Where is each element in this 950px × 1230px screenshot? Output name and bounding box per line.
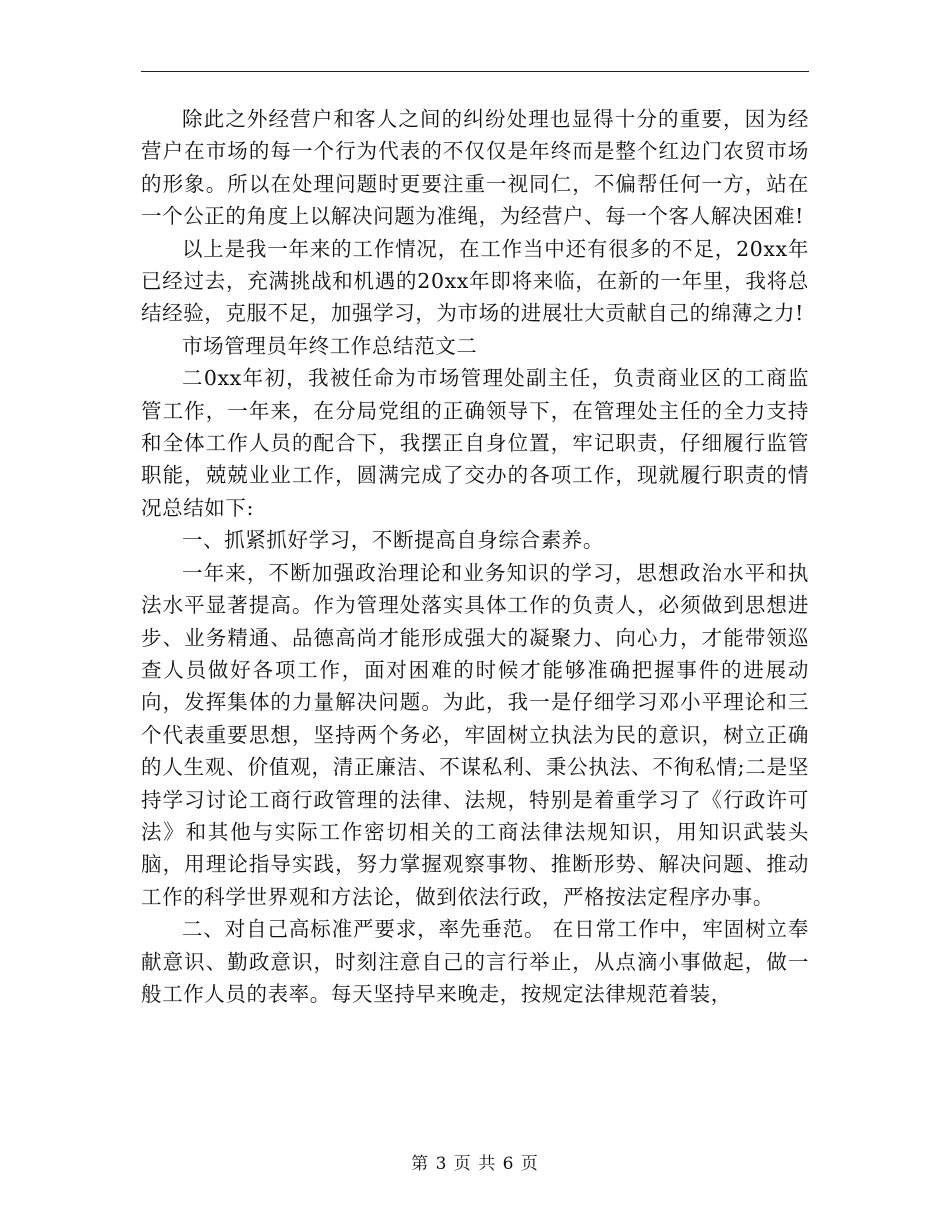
paragraph-self-discipline: 二、对自己高标准严要求，率先垂范。 在日常工作中，牢固树立奉献意识、勤政意识，时刻注意自己的言行举止，从点滴小事做起，做一般工作人员的表率。每天坚持早来晚走，按规定法律规范着装， [141, 917, 809, 1006]
paragraph-dispute-handling: 除此之外经营户和客人之间的纠纷处理也显得十分的重要，因为经营户在市场的每一个行为代表的不仅仅是年终而是整个红边门农贸市场的形象。所以在处理问题时更要注重一视同仁，不偏帮任何一方，站在一个公正的角度上以解决问题为准绳，为经营户、每一个客人解决困难! [141, 107, 809, 229]
paragraph-study: 一年来，不断加强政治理论和业务知识的学习，思想政治水平和执法水平显著提高。作为管理处落实具体工作的负责人，必须做到思想进步、业务精通、品德高尚才能形成强大的凝聚力、向心力，才能带领巡查人员做好各项工作，面对困难的时候才能够准确把握事件的进展动向，发挥集体的力量解决问题。为此，我一是仔细学习邓小平理论和三个代表重要思想，坚持两个务必，牢固树立执法为民的意识，树立正确的人生观、价值观，清正廉洁、不谋私利、秉公执法、不徇私情;二是坚持学习讨论工商行政管理的法律、法规，特别是着重学习了《行政许可法》和其他与实际工作密切相关的工商法律法规知识，用知识武装头脑，用理论指导实践，努力掌握观察事物、推断形势、解决问题、推动工作的科学世界观和方法论，做到依法行政，严格按法定程序办事。 [141, 560, 809, 909]
document-body [141, 103, 809, 1010]
heading-study: 一、抓紧抓好学习，不断提高自身综合素养。 [182, 528, 604, 553]
section-title: 市场管理员年终工作总结范文二 [182, 333, 478, 358]
paragraph-year-summary: 以上是我一年来的工作情况，在工作当中还有很多的不足，20xx年已经过去，充满挑战和机遇的20xx年即将来临，在新的一年里，我将总结经验，克服不足，加强学习，为市场的进展壮大贡献自己的绵薄之力! [141, 236, 809, 326]
page-footer: 第 3 页 共 6 页 [411, 1154, 539, 1174]
header-rule [141, 71, 809, 72]
paragraph-appointment: 二0xx年初，我被任命为市场管理处副主任，负责商业区的工商监管工作，一年来，在分局党组的正确领导下，在管理处主任的全力支持和全体工作人员的配合下，我摆正自身位置，牢记职责，仔细履行监管职能，兢兢业业工作，圆满完成了交办的各项工作，现就履行职责的情况总结如下: [141, 366, 809, 520]
